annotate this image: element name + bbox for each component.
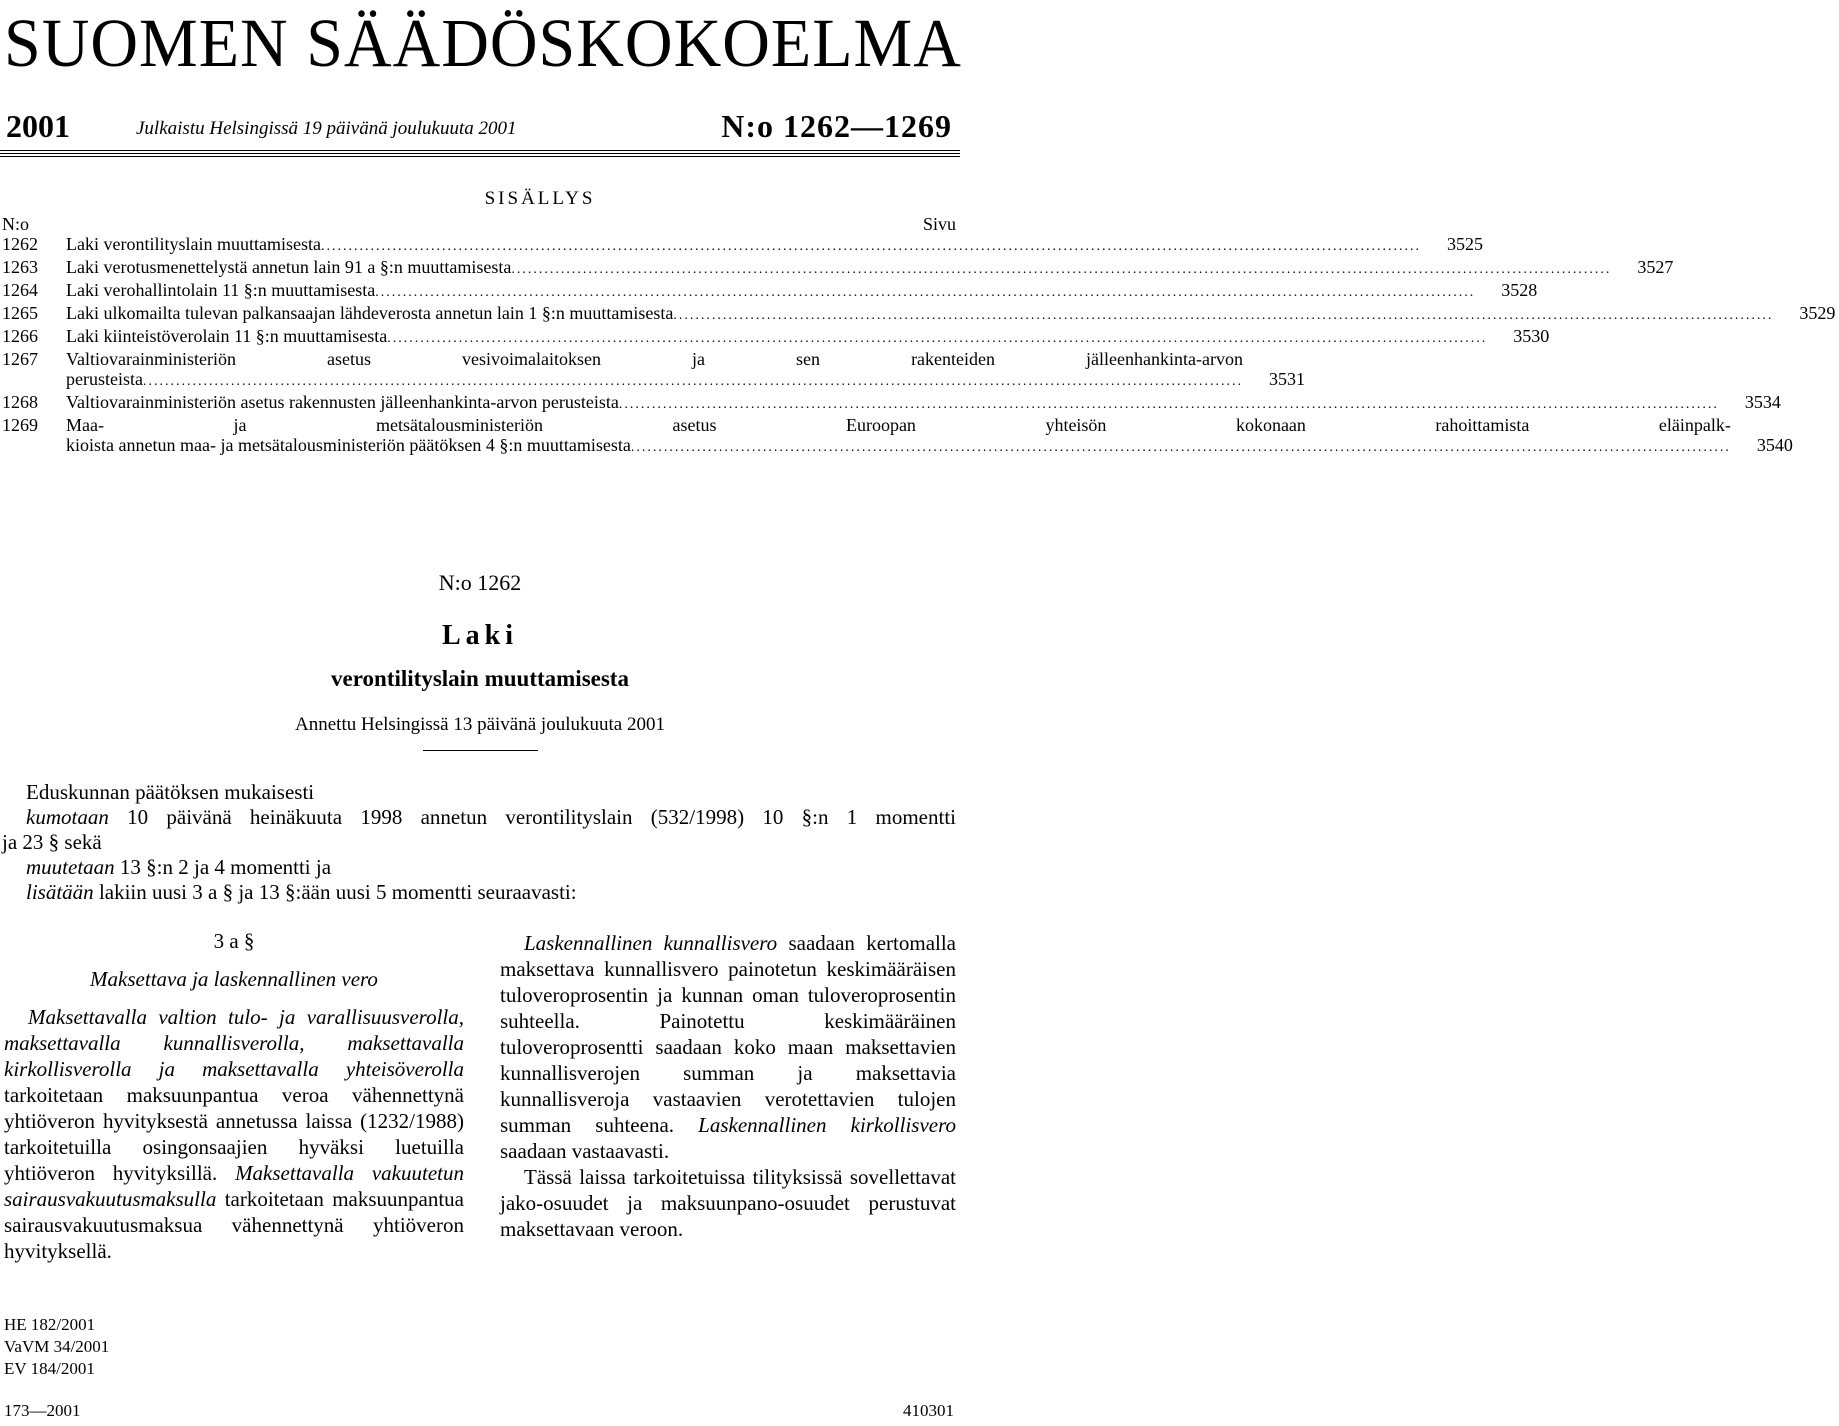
dot-leader: ........................................................................................................................................................................................................ — [320, 239, 1421, 254]
toc-entry-number: 1263 — [2, 257, 38, 277]
toc-entry-number: 1269 — [2, 415, 38, 435]
toc-entry-page: 3525 — [1446, 234, 1483, 254]
reference: VaVM 34/2001 — [4, 1337, 110, 1356]
right-column — [500, 930, 956, 1242]
section-paragraph: Maksettavalla valtion tulo- ja varallisuusverolla, maksettavalla kunnallisverolla, maksettavalla kirkollisverolla ja maksettavalla yhteisöverolla tarkoitetaan maksuunpantua veroa vähennettynä yhtiöveron hyvityksestä annetussa laissa (1232/1988) tarkoitetuilla osingonsaajien hyväksi luetuilla yhtiöveron hyvityksillä. Maksettavalla vakuutetun sairausvakuutusmaksulla tarkoitetaan maksuunpantua sairausvakuutusmaksua vähennettynä yhtiöveron hyvityksellä. — [4, 1005, 464, 1263]
toc-entry-number: 1268 — [2, 392, 38, 412]
section-paragraph: Laskennallinen kunnallisvero saadaan kertomalla maksettava kunnallisvero painotetun keskimääräisen tuloveroprosentin ja kunnan oman tuloveroprosentin suhteella. Painotettu keskimääräinen tuloveroprosentti saadaan koko maan maksettavien kunnallisverojen summan ja maksettavia kunnallisveroja vastaavien verotettavien tulojen summan suhteena. Laskennallinen kirkollisvero saadaan vastaavasti. — [500, 931, 956, 1163]
act-type: Laki — [441, 620, 519, 651]
toc-col-page: Sivu — [922, 214, 956, 234]
preamble-line: lisätään lakiin uusi 3 a § ja 13 §:ään uusi 5 momentti seuraavasti: — [26, 880, 577, 904]
toc-entry-page: 3531 — [1268, 369, 1305, 389]
header-rules — [0, 150, 960, 159]
toc-entry-page: 3540 — [1756, 435, 1793, 455]
toc-entry-page: 3534 — [1744, 392, 1781, 412]
toc-entry-number: 1267 — [2, 349, 38, 369]
toc-entry-page: 3528 — [1501, 280, 1538, 300]
toc-entry-title: Laki kiinteistöverolain 11 §:n muuttamisesta — [66, 326, 388, 346]
emphasis: kumotaan — [26, 805, 109, 829]
toc-entry — [0, 326, 1550, 349]
toc-items — [0, 234, 1836, 458]
footer-left-code: 173—2001 — [4, 1401, 81, 1420]
act-title: verontilityslain muuttamisesta — [331, 666, 629, 691]
dot-leader: ........................................................................................................................................................................................................ — [511, 262, 1612, 277]
issue-year: 2001 — [6, 108, 70, 144]
toc-entry — [0, 349, 1305, 392]
toc-entry-title: Valtiovarainministeriön asetus vesivoimalaitoksen ja sen rakenteiden jälleenhankinta-arvon — [66, 349, 1243, 369]
masthead-title: SUOMEN SÄÄDÖSKOKOELMA — [4, 5, 962, 82]
toc-entry — [0, 257, 1674, 280]
toc-entry-title: kioista annetun maa- ja metsätalousministeriön päätöksen 4 §:n muuttamisesta — [66, 435, 631, 455]
toc-entry — [0, 234, 1483, 257]
dot-leader: ........................................................................................................................................................................................................ — [375, 285, 1476, 300]
toc-entry-page: 3529 — [1799, 303, 1836, 323]
footer-right-code: 410301 — [903, 1401, 954, 1420]
toc-entry — [0, 280, 1538, 303]
left-column — [4, 928, 464, 1264]
section-paragraph: Tässä laissa tarkoitetuissa tilityksissä sovellettavat jako-osuudet ja maksuunpano-osuudet perustuvat maksettavaan veroon. — [500, 1165, 956, 1241]
toc-header — [0, 214, 960, 234]
toc-entry — [0, 415, 1793, 458]
toc-entry-page: 3530 — [1513, 326, 1550, 346]
issue-line — [4, 104, 956, 150]
toc-title: SISÄLLYS — [484, 188, 596, 209]
emphasis: lisätään — [26, 880, 94, 904]
rule — [0, 156, 960, 157]
toc-entry-title: Laki verontilityslain muuttamisesta — [66, 234, 321, 254]
toc-entry — [0, 303, 1836, 326]
toc-entry-page: 3527 — [1637, 257, 1674, 277]
dot-leader: ........................................................................................................................................................................................................ — [673, 308, 1774, 323]
toc-entry-title: Valtiovarainministeriön asetus rakennusten jälleenhankinta-arvon perusteista — [66, 392, 619, 412]
act-given-date: Annettu Helsingissä 13 päivänä joulukuuta 2001 — [295, 714, 665, 735]
toc-entry-title: Laki ulkomailta tulevan palkansaajan lähdeverosta annetun lain 1 §:n muuttamisesta — [66, 303, 674, 323]
publication-date: Julkaistu Helsingissä 19 päivänä joulukuuta 2001 — [136, 118, 517, 139]
toc-entry-title: Laki verohallintolain 11 §:n muuttamisesta — [66, 280, 376, 300]
preamble-line: muutetaan 13 §:n 2 ja 4 momentti ja — [26, 855, 332, 879]
toc-entry-number: 1265 — [2, 303, 38, 323]
emphasis: muutetaan — [26, 855, 115, 879]
toc-entry-title: perusteista — [66, 369, 143, 389]
divider — [423, 750, 538, 751]
reference: EV 184/2001 — [4, 1359, 95, 1378]
issue-numbers: N:o 1262—1269 — [721, 108, 952, 144]
toc-entry — [0, 392, 1781, 415]
act-number: N:o 1262 — [438, 570, 522, 595]
reference-list — [4, 1314, 109, 1380]
rule — [0, 153, 960, 154]
dot-leader: ........................................................................................................................................................................................................ — [630, 440, 1731, 455]
preamble-line: kumotaan 10 päivänä heinäkuuta 1998 annetun verontilityslain (532/1998) 10 §:n 1 momentti — [26, 805, 956, 829]
dot-leader: ........................................................................................................................................................................................................ — [618, 397, 1719, 412]
toc-col-number: N:o — [2, 214, 29, 234]
toc-entry-number: 1266 — [2, 326, 38, 346]
rule — [0, 150, 960, 151]
section-number: 3 a § — [213, 929, 255, 953]
toc-entry-title: Maa- ja metsätalousministeriön asetus Euroopan yhteisön kokonaan rahoittamista eläinpalk- — [66, 415, 1731, 435]
table-of-contents — [0, 214, 1836, 458]
toc-entry-title: Laki verotusmenettelystä annetun lain 91 a §:n muuttamisesta — [66, 257, 512, 277]
dot-leader: ........................................................................................................................................................................................................ — [142, 374, 1243, 389]
reference: HE 182/2001 — [4, 1315, 96, 1334]
preamble — [2, 780, 956, 905]
dot-leader: ........................................................................................................................................................................................................ — [387, 331, 1488, 346]
toc-entry-number: 1264 — [2, 280, 38, 300]
section-title: Maksettava ja laskennallinen vero — [90, 967, 378, 991]
toc-entry-number: 1262 — [2, 234, 38, 254]
preamble-line: Eduskunnan päätöksen mukaisesti — [26, 780, 315, 804]
preamble-line: ja 23 § sekä — [2, 830, 102, 854]
